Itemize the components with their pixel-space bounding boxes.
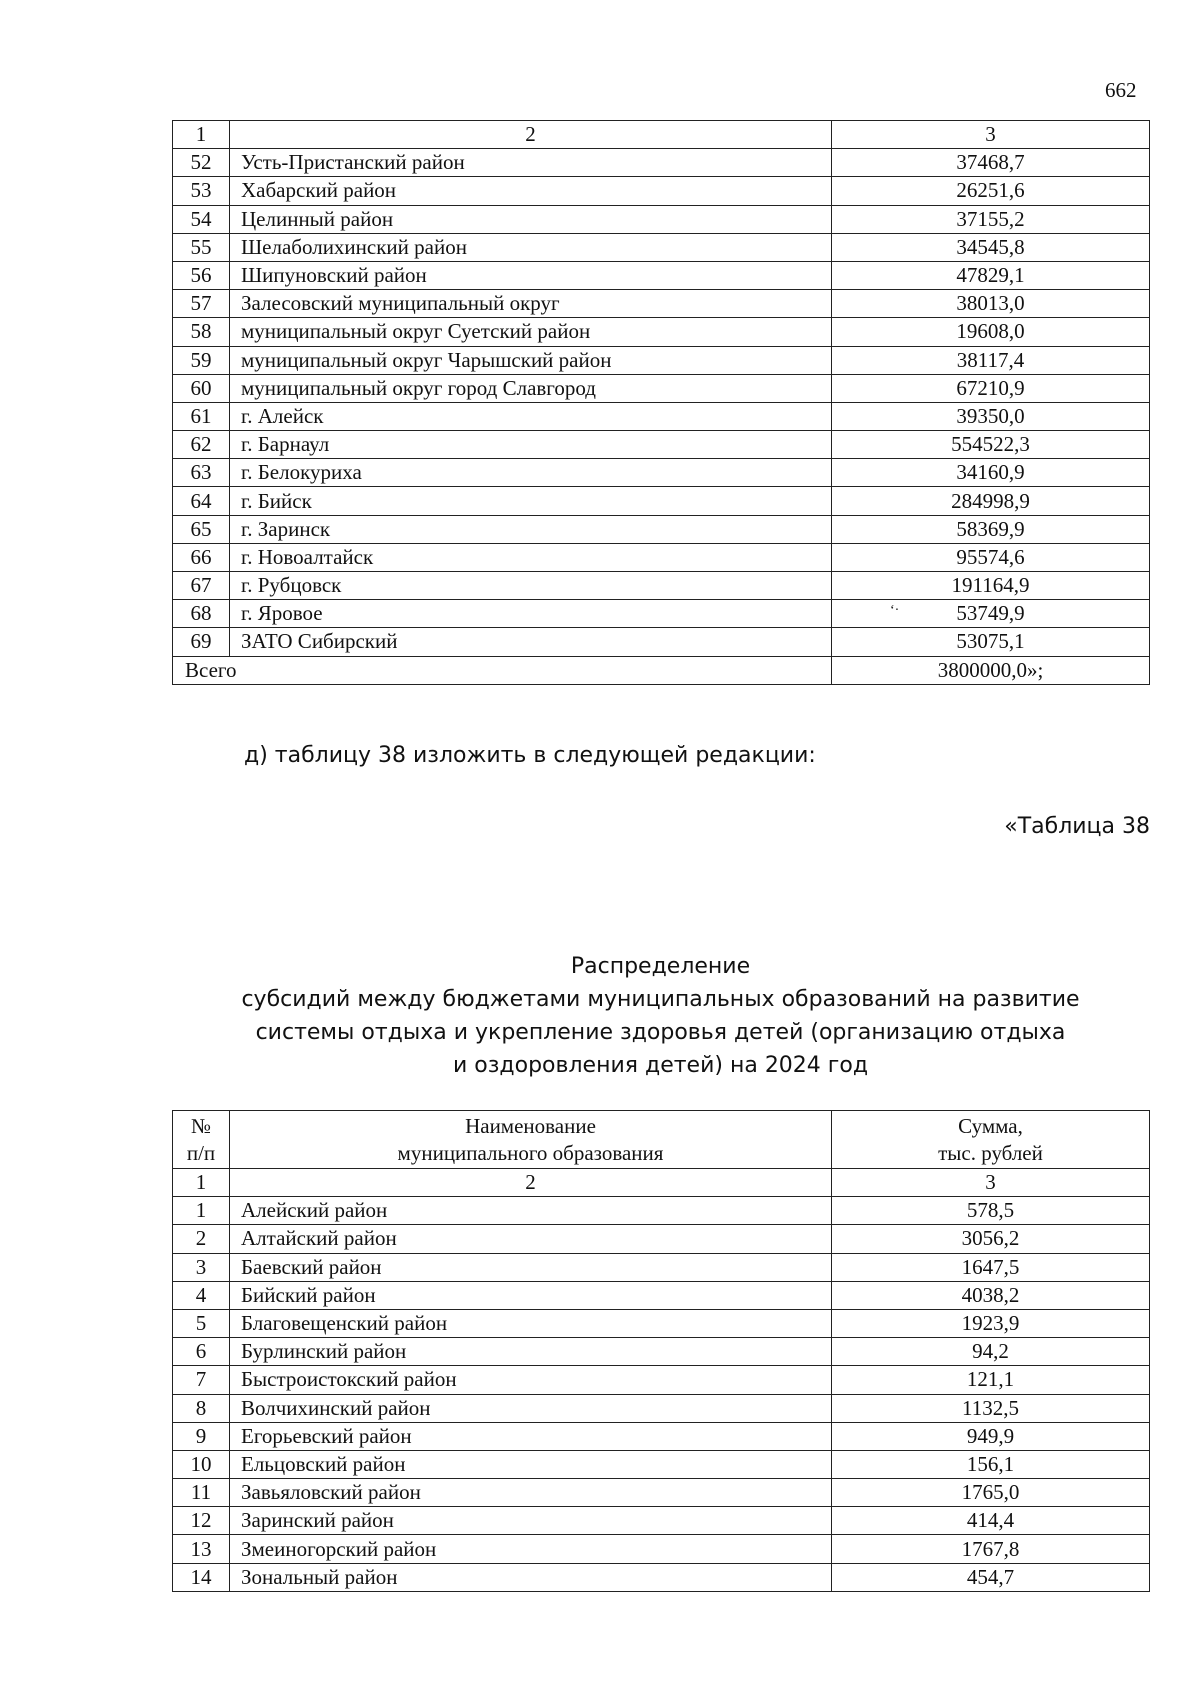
page-number: 662 — [1105, 78, 1137, 102]
row-number: 64 — [173, 487, 230, 515]
total-label: Всего — [173, 656, 832, 684]
row-sum: 3056,2 — [832, 1225, 1150, 1253]
row-sum: 1767,8 — [832, 1535, 1150, 1563]
table-row — [173, 1309, 1150, 1337]
row-name: Залесовский муниципальный округ — [230, 290, 832, 318]
row-sum: 1923,9 — [832, 1309, 1150, 1337]
row-sum: 67210,9 — [832, 374, 1150, 402]
table-row — [173, 205, 1150, 233]
row-number: 53 — [173, 177, 230, 205]
row-sum: 38117,4 — [832, 346, 1150, 374]
row-name: ЗАТО Сибирский — [230, 628, 832, 656]
index-cell-3: 3 — [832, 1169, 1150, 1197]
row-sum: 47829,1 — [832, 261, 1150, 289]
row-number: 11 — [173, 1479, 230, 1507]
row-number: 59 — [173, 346, 230, 374]
row-number: 56 — [173, 261, 230, 289]
row-sum: 53075,1 — [832, 628, 1150, 656]
row-name: Ельцовский район — [230, 1450, 832, 1478]
row-name: г. Белокуриха — [230, 459, 832, 487]
row-sum: 156,1 — [832, 1450, 1150, 1478]
table-title — [172, 950, 1149, 1082]
row-number: 5 — [173, 1309, 230, 1337]
row-number: 63 — [173, 459, 230, 487]
row-number: 69 — [173, 628, 230, 656]
row-name: Бийский район — [230, 1281, 832, 1309]
table-row — [173, 600, 1150, 628]
table-row — [173, 233, 1150, 261]
title-line: и оздоровления детей) на 2024 год — [452, 1053, 869, 1078]
table-row — [173, 572, 1150, 600]
row-sum: 38013,0 — [832, 290, 1150, 318]
row-name: г. Рубцовск — [230, 572, 832, 600]
table-row — [173, 149, 1150, 177]
table-38 — [172, 1110, 1150, 1592]
row-name: г. Бийск — [230, 487, 832, 515]
row-name: г. Барнаул — [230, 431, 832, 459]
row-number: 62 — [173, 431, 230, 459]
row-sum: 191164,9 — [832, 572, 1150, 600]
row-name: г. Заринск — [230, 515, 832, 543]
row-number: 6 — [173, 1338, 230, 1366]
title-line: системы отдыха и укрепление здоровья детей (организацию отдыха — [255, 1020, 1066, 1045]
row-name: муниципальный округ Суетский район — [230, 318, 832, 346]
row-number: 55 — [173, 233, 230, 261]
table-row — [173, 628, 1150, 656]
table-row — [173, 1197, 1150, 1225]
row-name: Заринский район — [230, 1507, 832, 1535]
amendment-text: д) таблицу 38 изложить в следующей редакции: — [244, 743, 816, 768]
table-row — [173, 177, 1150, 205]
row-name: Целинный район — [230, 205, 832, 233]
row-number: 67 — [173, 572, 230, 600]
row-name: Егорьевский район — [230, 1422, 832, 1450]
total-value: 3800000,0»; — [832, 656, 1150, 684]
table-row — [173, 1422, 1150, 1450]
table-row — [173, 1450, 1150, 1478]
index-cell-2: 2 — [230, 1169, 832, 1197]
row-number: 60 — [173, 374, 230, 402]
header-name — [230, 1111, 832, 1169]
row-sum: 19608,0 — [832, 318, 1150, 346]
row-number: 9 — [173, 1422, 230, 1450]
row-sum: 1647,5 — [832, 1253, 1150, 1281]
row-sum: 949,9 — [832, 1422, 1150, 1450]
row-number: 13 — [173, 1535, 230, 1563]
row-number: 66 — [173, 543, 230, 571]
row-sum: 37468,7 — [832, 149, 1150, 177]
row-sum: 121,1 — [832, 1366, 1150, 1394]
table-row — [173, 1281, 1150, 1309]
index-cell-2: 2 — [230, 121, 832, 149]
row-name: Хабарский район — [230, 177, 832, 205]
table-row — [173, 515, 1150, 543]
row-number: 58 — [173, 318, 230, 346]
row-name: Баевский район — [230, 1253, 832, 1281]
header-sum-line1: Сумма, — [958, 1113, 1023, 1138]
row-sum: 414,4 — [832, 1507, 1150, 1535]
table-header-row — [173, 1111, 1150, 1169]
row-name: Шелаболихинский район — [230, 233, 832, 261]
table-row — [173, 402, 1150, 430]
row-number: 57 — [173, 290, 230, 318]
row-sum: 53749,9 — [832, 600, 1150, 628]
row-name: Волчихинский район — [230, 1394, 832, 1422]
header-number-line2: п/п — [186, 1140, 216, 1165]
row-name: Завьяловский район — [230, 1479, 832, 1507]
index-cell-1: 1 — [173, 1169, 230, 1197]
row-name: Благовещенский район — [230, 1309, 832, 1337]
row-name: Шипуновский район — [230, 261, 832, 289]
row-number: 68 — [173, 600, 230, 628]
row-sum: 95574,6 — [832, 543, 1150, 571]
row-sum: 37155,2 — [832, 205, 1150, 233]
title-line: субсидий между бюджетами муниципальных образований на развитие — [241, 987, 1080, 1012]
row-sum: 578,5 — [832, 1197, 1150, 1225]
index-cell-3: 3 — [832, 121, 1150, 149]
row-sum: 94,2 — [832, 1338, 1150, 1366]
row-name: Бурлинский район — [230, 1338, 832, 1366]
table-row — [173, 1563, 1150, 1591]
header-sum — [832, 1111, 1150, 1169]
table-row — [173, 487, 1150, 515]
row-sum: 554522,3 — [832, 431, 1150, 459]
row-sum: 284998,9 — [832, 487, 1150, 515]
row-name: Зональный район — [230, 1563, 832, 1591]
table-row — [173, 346, 1150, 374]
row-number: 2 — [173, 1225, 230, 1253]
row-name: г. Яровое — [230, 600, 832, 628]
row-number: 54 — [173, 205, 230, 233]
header-number — [173, 1111, 230, 1169]
row-number: 4 — [173, 1281, 230, 1309]
table-row — [173, 431, 1150, 459]
row-name: Алтайский район — [230, 1225, 832, 1253]
header-name-line1: Наименование — [465, 1113, 596, 1138]
table-row — [173, 1225, 1150, 1253]
index-cell-1: 1 — [173, 121, 230, 149]
row-number: 7 — [173, 1366, 230, 1394]
table-row — [173, 1394, 1150, 1422]
table-row — [173, 1507, 1150, 1535]
row-name: г. Новоалтайск — [230, 543, 832, 571]
scan-mark: ‘· — [890, 603, 900, 618]
table-row — [173, 290, 1150, 318]
header-number-line1: № — [190, 1113, 212, 1138]
table-row — [173, 261, 1150, 289]
row-number: 8 — [173, 1394, 230, 1422]
table-row — [173, 543, 1150, 571]
row-name: г. Алейск — [230, 402, 832, 430]
row-name: Усть-Пристанский район — [230, 149, 832, 177]
row-sum: 34545,8 — [832, 233, 1150, 261]
row-name: муниципальный округ город Славгород — [230, 374, 832, 402]
table-row — [173, 318, 1150, 346]
row-name: Быстроистокский район — [230, 1366, 832, 1394]
row-sum: 39350,0 — [832, 402, 1150, 430]
table-37-continuation — [172, 120, 1150, 685]
total-row — [173, 656, 1150, 684]
row-name: Алейский район — [230, 1197, 832, 1225]
row-sum: 58369,9 — [832, 515, 1150, 543]
row-number: 1 — [173, 1197, 230, 1225]
table-label: «Таблица 38 — [1004, 814, 1150, 839]
row-sum: 1132,5 — [832, 1394, 1150, 1422]
table-row — [173, 1535, 1150, 1563]
row-sum: 26251,6 — [832, 177, 1150, 205]
row-sum: 1765,0 — [832, 1479, 1150, 1507]
row-number: 10 — [173, 1450, 230, 1478]
table-row — [173, 1338, 1150, 1366]
table-row — [173, 1366, 1150, 1394]
table-index-row — [173, 1169, 1150, 1197]
row-name: муниципальный округ Чарышский район — [230, 346, 832, 374]
row-number: 61 — [173, 402, 230, 430]
row-sum: 454,7 — [832, 1563, 1150, 1591]
table-index-row — [173, 121, 1150, 149]
table-row — [173, 459, 1150, 487]
table-row — [173, 374, 1150, 402]
row-number: 3 — [173, 1253, 230, 1281]
row-name: Змеиногорский район — [230, 1535, 832, 1563]
row-sum: 4038,2 — [832, 1281, 1150, 1309]
header-name-line2: муниципального образования — [397, 1140, 664, 1165]
header-sum-line2: тыс. рублей — [938, 1140, 1043, 1165]
row-number: 12 — [173, 1507, 230, 1535]
table-row — [173, 1479, 1150, 1507]
row-sum: 34160,9 — [832, 459, 1150, 487]
table-row — [173, 1253, 1150, 1281]
row-number: 52 — [173, 149, 230, 177]
row-number: 14 — [173, 1563, 230, 1591]
title-line: Распределение — [570, 954, 751, 979]
row-number: 65 — [173, 515, 230, 543]
